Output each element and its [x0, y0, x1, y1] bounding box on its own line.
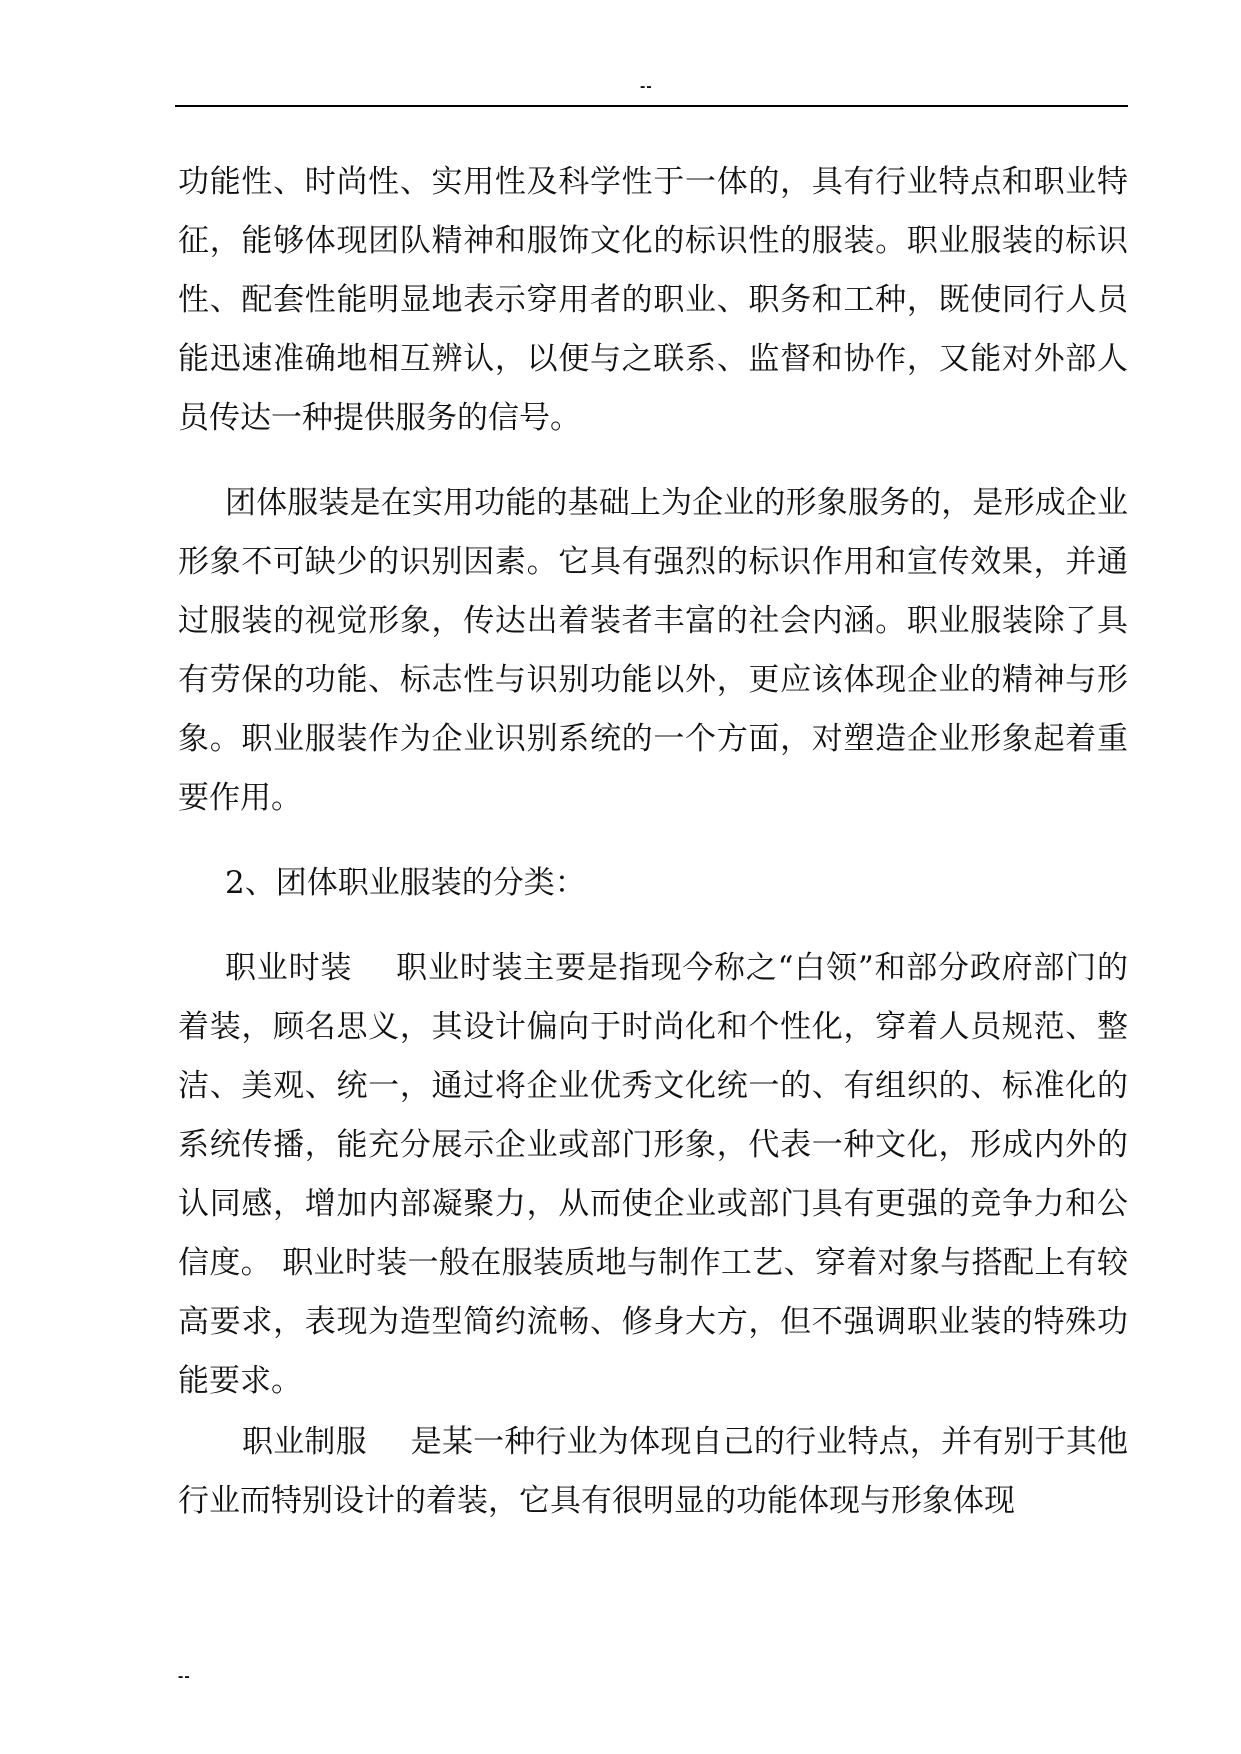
- header-divider: [175, 105, 1128, 107]
- paragraph-2: 团体服装是在实用功能的基础上为企业的形象服务的，是形成企业形象不可缺少的识别因素。它具有强烈的标识作用和宣传效果，并通过服装的视觉形象，传达出着装者丰富的社会内涵。职业服装除了具有劳保的功能、标志性与识别功能以外，更应该体现企业的精神与形象。职业服装作为企业识别系统的一个方面，对塑造企业形象起着重要作用。: [178, 485, 1128, 816]
- page-footer-mark: --: [178, 1668, 191, 1685]
- section-heading: 2、团体职业服装的分类：: [225, 865, 586, 901]
- term-professional-fashion: 职业时装: [225, 950, 353, 986]
- paragraph-4-text: 是某一种行业为体现自己的行业特点，并有别于其他行业而特别设计的着装，它具有很明显的功能体现与形象体现: [178, 1424, 1129, 1519]
- page-header-mark: --: [640, 78, 653, 95]
- document-body: [178, 153, 1128, 1531]
- paragraph-3: [178, 939, 1128, 1411]
- paragraph-3-text: 职业时装主要是指现今称之“白领”和部分政府部门的着装，顾名思义，其设计偏向于时尚化和个性化，穿着人员规范、整洁、美观、统一，通过将企业优秀文化统一的、有组织的、标准化的系统传播，能充分展示企业或部门形象，代表一种文化，形成内外的认同感，增加内部凝聚力，从而使企业或部门具有更强的竞争力和公信度。 职业时装一般在服装质地与制作工艺、穿着对象与搭配上有较高要求，表现为造型简约流畅、修身大方，但不强调职业装的特殊功能要求。: [178, 950, 1128, 1399]
- term-professional-uniform: 职业制服: [242, 1424, 367, 1460]
- paragraph-1: 功能性、时尚性、实用性及科学性于一体的，具有行业特点和职业特征，能够体现团队精神和服饰文化的标识性的服装。职业服装的标识性、配套性能明显地表示穿用者的职业、职务和工种，既使同行人员能迅速准确地相互辨认，以便与之联系、监督和协作，又能对外部人员传达一种提供服务的信号。: [178, 164, 1128, 436]
- paragraph-4: [178, 1413, 1128, 1531]
